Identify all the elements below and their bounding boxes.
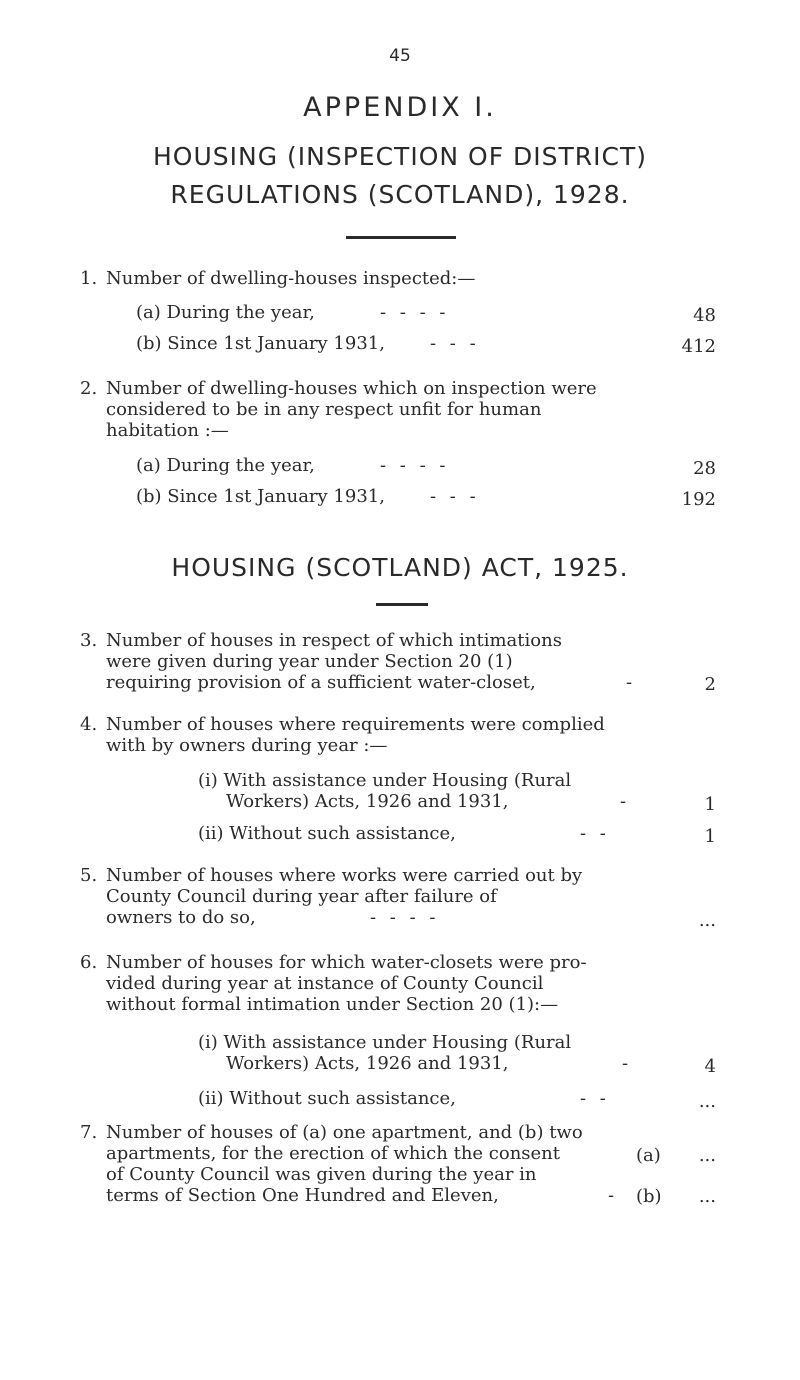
leader-dashes: - - - -	[380, 302, 450, 323]
regulations-title-line1: HOUSING (INSPECTION OF DISTRICT)	[152, 142, 648, 171]
item-text-line2: with by owners during year :—	[106, 735, 388, 756]
item-text-line1: Number of dwelling-houses which on inspection were	[106, 378, 597, 399]
item-text-line1: Number of houses where works were carried out by	[106, 865, 583, 886]
leader-dashes: - - - -	[370, 907, 440, 928]
act-title: HOUSING (SCOTLAND) ACT, 1925.	[171, 553, 629, 582]
leader-dashes: - - - -	[380, 455, 450, 476]
item-text-line2: vided during year at instance of County Council	[106, 973, 544, 994]
item-text-line2: considered to be in any respect unfit for human	[106, 399, 542, 420]
item-a-label: (a) During the year,	[136, 455, 315, 476]
item-a-value: 48	[693, 305, 716, 326]
subitem-i-line1: (i) With assistance under Housing (Rural	[198, 770, 572, 791]
item-value: 2	[704, 674, 716, 695]
act-divider	[376, 603, 428, 606]
item-number: 6.	[80, 952, 98, 973]
subitem-ii-value: ...	[698, 1091, 716, 1112]
item-text-line1: Number of houses in respect of which intimations	[106, 630, 562, 651]
item-b-label: (b) Since 1st January 1931,	[136, 333, 385, 354]
subitem-i-value: 1	[704, 794, 716, 815]
item-text-line1: Number of houses where requirements were complied	[106, 714, 605, 735]
subitem-ii-label: (ii) Without such assistance,	[198, 1088, 456, 1109]
item-text-line2: were given during year under Section 20 (1)	[106, 651, 513, 672]
item-number: 3.	[80, 630, 98, 651]
item-text: Number of dwelling-houses inspected:—	[106, 268, 476, 289]
item-b-value: 192	[681, 489, 716, 510]
item-b-label: (b)	[636, 1186, 662, 1207]
item-a-label: (a) During the year,	[136, 302, 315, 323]
leader-dashes: - - -	[430, 333, 480, 354]
item-text-line3: owners to do so,	[106, 907, 256, 928]
item-text-line1: Number of houses of (a) one apartment, and (b) two	[106, 1122, 583, 1143]
item-text-line3: without formal intimation under Section 20 (1):—	[106, 994, 559, 1015]
subitem-i-line1: (i) With assistance under Housing (Rural	[198, 1032, 572, 1053]
subitem-ii-label: (ii) Without such assistance,	[198, 823, 456, 844]
item-b-label: (b) Since 1st January 1931,	[136, 486, 385, 507]
item-a-value: 28	[693, 458, 716, 479]
subitem-i-value: 4	[704, 1056, 716, 1077]
item-number: 5.	[80, 865, 98, 886]
item-number: 7.	[80, 1122, 98, 1143]
leader-dashes: -	[626, 672, 637, 693]
item-b-value: ...	[698, 1186, 716, 1207]
leader-dashes: - -	[580, 823, 610, 844]
regulations-title-line2: REGULATIONS (SCOTLAND), 1928.	[170, 180, 630, 209]
leader-dashes: -	[620, 791, 631, 812]
item-a-value: ...	[698, 1145, 716, 1166]
subitem-i-line2: Workers) Acts, 1926 and 1931,	[226, 1053, 509, 1074]
item-text-line2: County Council during year after failure of	[106, 886, 497, 907]
item-number: 2.	[80, 378, 98, 399]
subitem-i-line2: Workers) Acts, 1926 and 1931,	[226, 791, 509, 812]
item-text-line1: Number of houses for which water-closets were pro-	[106, 952, 587, 973]
subitem-ii-value: 1	[704, 826, 716, 847]
item-b-value: 412	[681, 336, 716, 357]
page-number: 45	[389, 46, 411, 66]
leader-dashes: -	[622, 1053, 633, 1074]
item-text-line2: apartments, for the erection of which the consent	[106, 1143, 561, 1164]
item-number: 4.	[80, 714, 98, 735]
item-a-label: (a)	[636, 1145, 661, 1166]
item-number: 1.	[80, 268, 98, 289]
item-text-line3: requiring provision of a sufficient water-closet,	[106, 672, 536, 693]
item-value: ...	[698, 910, 716, 931]
appendix-title: APPENDIX I.	[303, 92, 497, 123]
item-text-line3: of County Council was given during the year in	[106, 1164, 537, 1185]
leader-dashes: - - -	[430, 486, 480, 507]
item-text-line4: terms of Section One Hundred and Eleven,	[106, 1185, 499, 1206]
leader-dashes: -	[608, 1185, 619, 1206]
leader-dashes: - -	[580, 1088, 610, 1109]
title-divider	[346, 236, 456, 239]
item-text-line3: habitation :—	[106, 420, 229, 441]
